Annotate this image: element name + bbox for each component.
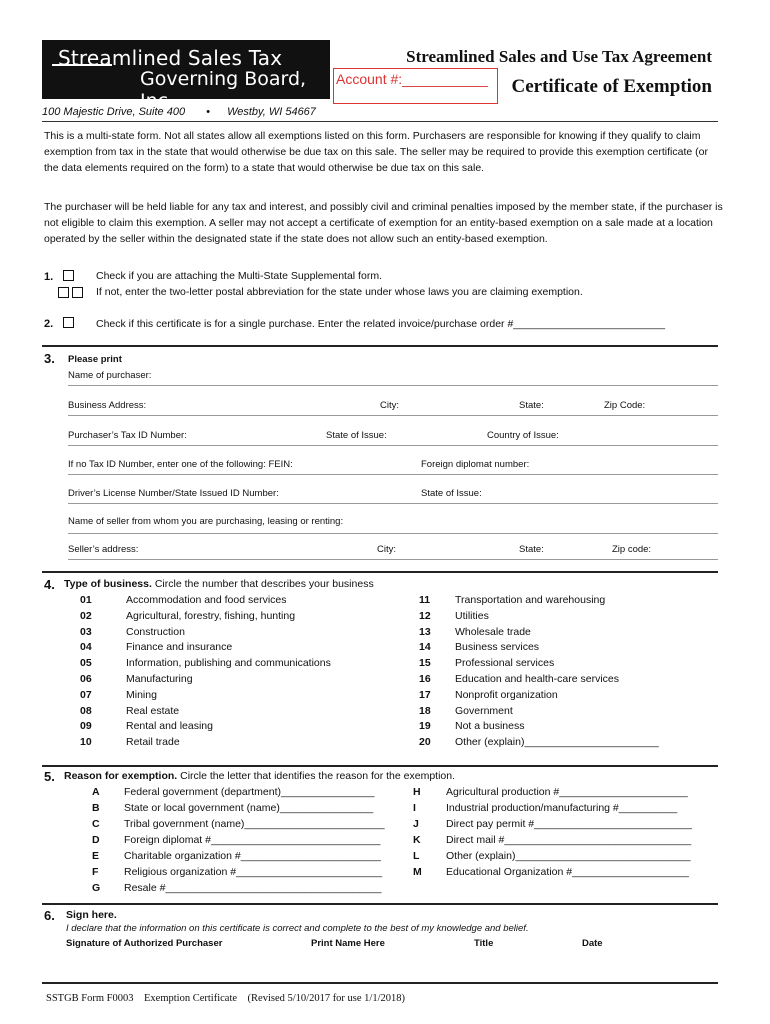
section-1-line1: Check if you are attaching the Multi-State Supplemental form. (96, 270, 382, 282)
business-type-code[interactable]: 12 (419, 609, 431, 622)
exemption-reason-code[interactable]: C (92, 818, 100, 830)
exemption-reason-label: Direct pay permit #___________________________ (446, 818, 692, 830)
business-type-label: Wholesale trade (455, 625, 531, 638)
business-type-code[interactable]: 20 (419, 736, 431, 749)
business-type-label: Mining (126, 688, 157, 701)
exemption-reason-label: Resale #_____________________________________ (124, 882, 382, 894)
business-type-code[interactable]: 03 (80, 625, 92, 638)
business-type-label: Business services (455, 641, 540, 654)
signature-label: Signature of Authorized Purchaser (66, 938, 223, 949)
exemption-reason-code[interactable]: K (413, 834, 421, 846)
business-type-label: Other (explain)_______________________ (455, 736, 659, 749)
section-5-desc: Circle the letter that identifies the reason for the exemption. (177, 770, 456, 782)
date-label: Date (582, 938, 603, 949)
business-type-code[interactable]: 11 (419, 594, 431, 606)
exemption-reason-code[interactable]: E (92, 850, 100, 862)
business-type-code[interactable]: 05 (80, 657, 92, 670)
intro-paragraph-2: The purchaser will be held liable for any tax and interest, and possibly civil and criminal penalties imposed by the member state, if the purchaser is not eligible to claim this exemption. A seller may not accept a certificate of exemption for an entity-based exemption on a sale made at a location operated by the seller within the designated state if the state does not allow such an entity-based exemption. (44, 201, 723, 245)
exemption-reason-label: State or local government (name)________________ (124, 802, 374, 814)
exemption-reason-code[interactable]: J (413, 818, 419, 830)
business-type-label: Information, publishing and communications (126, 657, 331, 670)
section-3-number: 3. (44, 351, 55, 366)
purchaser-name-label: Name of purchaser: (68, 370, 152, 381)
dl-state-of-issue-label: State of Issue: (421, 488, 482, 499)
business-type-label: Retail trade (126, 736, 180, 749)
exemption-reason-code[interactable]: L (413, 850, 420, 862)
business-type-code[interactable]: 06 (80, 673, 92, 685)
fein-line[interactable] (68, 474, 718, 475)
business-type-label: Education and health-care services (455, 673, 620, 685)
account-number-field[interactable]: Account #:___________ (333, 68, 498, 104)
business-type-code[interactable]: 08 (80, 704, 92, 717)
seller-name-label: Name of seller from whom you are purchasing, leasing or renting: (68, 516, 344, 527)
business-type-code[interactable]: 14 (419, 641, 431, 654)
no-tax-id-label: If no Tax ID Number, enter one of the following: FEIN: (68, 459, 293, 470)
state-label: State: (519, 400, 544, 411)
drivers-license-line[interactable] (68, 503, 718, 504)
city-address: Westby, WI 54667 (227, 106, 316, 118)
business-type-code[interactable]: 15 (419, 657, 431, 670)
section-rule-6 (42, 903, 718, 905)
tax-id-label: Purchaser’s Tax ID Number: (68, 430, 187, 441)
footer-text: SSTGB Form F0003 Exemption Certificate (Revised 5/10/2017 for use 1/1/2018) (46, 993, 406, 1004)
exemption-reason-code[interactable]: I (413, 802, 416, 814)
foreign-diplomat-label: Foreign diplomat number: (421, 459, 530, 470)
seller-address-label: Seller’s address: (68, 544, 139, 555)
purchaser-name-line[interactable] (68, 385, 718, 386)
exemption-reason-label: Other (explain)______________________________ (446, 850, 691, 862)
business-type-code[interactable]: 07 (80, 688, 92, 701)
business-type-label: Rental and leasing (126, 720, 213, 733)
seller-state-label: State: (519, 544, 544, 555)
business-type-code[interactable]: 18 (419, 704, 431, 717)
section-rule-3 (42, 345, 718, 347)
section-rule-4 (42, 571, 718, 573)
business-type-label: Agricultural, forestry, fishing, hunting (126, 609, 296, 622)
section-2-line: Check if this certificate is for a single purchase. Enter the related invoice/purchase order #__________________________ (96, 318, 666, 330)
business-type-label: Construction (126, 625, 185, 638)
section-4-number: 4. (44, 577, 55, 592)
supplemental-checkbox[interactable] (63, 270, 74, 281)
section-1-number: 1. (44, 271, 54, 283)
header-rule (42, 121, 718, 122)
state-abbrev-box-2[interactable] (72, 287, 83, 298)
exemption-reason-code[interactable]: F (92, 866, 99, 878)
drivers-license-label: Driver’s License Number/State Issued ID Number: (68, 488, 279, 499)
exemption-reason-label: Charitable organization #________________________ (124, 850, 381, 862)
print-name-label: Print Name Here (311, 938, 385, 949)
country-of-issue-label: Country of Issue: (487, 430, 559, 441)
exemption-reason-label: Tribal government (name)________________________ (124, 818, 385, 830)
exemption-reason-label: Agricultural production #______________________ (446, 786, 688, 798)
seller-city-label: City: (377, 544, 396, 555)
logo-line1: Streamlined Sales Tax (58, 46, 283, 70)
exemption-reason-code[interactable]: A (92, 786, 100, 798)
footer-rule (42, 982, 718, 984)
exemption-reason-code[interactable]: M (413, 866, 422, 878)
logo-line2: Governing Board, Inc. (140, 68, 307, 112)
section-rule-5 (42, 765, 718, 767)
intro-paragraph-1: This is a multi-state form. Not all states allow all exemptions listed on this form. Purchasers are responsible for knowing if they qualify to claim exemption from tax in the state that would otherwise be due tax on this sale. The seller may be required to provide this exemption certificate (or the data elements required on the form) to a state that would otherwise be due tax on this sale. (44, 130, 708, 174)
business-type-code[interactable]: 04 (80, 641, 92, 654)
business-type-label: Accommodation and food services (126, 594, 287, 606)
seller-name-line[interactable] (68, 533, 718, 534)
exemption-reason-label: Federal government (department)________________ (124, 786, 375, 798)
section-2-number: 2. (44, 318, 54, 330)
seller-zip-label: Zip code: (612, 544, 652, 555)
state-abbrev-box-1[interactable] (58, 287, 69, 298)
section-5-heading (64, 770, 455, 782)
business-type-label: Manufacturing (126, 673, 193, 685)
exemption-reason-label: Direct mail #________________________________ (446, 834, 692, 846)
address-line (42, 106, 316, 118)
exemption-reason-code[interactable]: B (92, 802, 100, 814)
please-print: Please print (68, 354, 122, 365)
section-4-title: Type of business. (64, 578, 152, 590)
business-type-label: Not a business (455, 720, 525, 733)
form-title: Streamlined Sales and Use Tax Agreement (406, 47, 712, 66)
business-type-code[interactable]: 13 (419, 625, 431, 638)
business-address-label: Business Address: (68, 400, 147, 411)
business-type-label: Professional services (455, 657, 555, 670)
bullet: • (206, 106, 210, 118)
business-type-label: Nonprofit organization (455, 688, 558, 701)
business-address-line[interactable] (68, 415, 718, 416)
street-address: 100 Majestic Drive, Suite 400 (42, 106, 186, 118)
exemption-reason-label: Educational Organization #____________________ (446, 866, 689, 878)
business-type-label: Transportation and warehousing (455, 594, 606, 606)
exemption-reason-label: Religious organization #_________________________ (124, 866, 383, 878)
exemption-reason-label: Industrial production/manufacturing #__________ (446, 802, 678, 814)
exemption-reason-code[interactable]: D (92, 834, 100, 846)
title-label: Title (474, 938, 494, 949)
section-4-desc: Circle the number that describes your business (151, 578, 374, 590)
declaration-text: I declare that the information on this certificate is correct and complete to the best of my knowledge and belief. (66, 923, 529, 934)
section-6-title: Sign here. (66, 909, 117, 921)
business-type-code[interactable]: 17 (419, 688, 431, 701)
business-type-code[interactable]: 19 (419, 720, 431, 733)
section-6-number: 6. (44, 908, 55, 923)
section-5-title: Reason for exemption. (64, 770, 178, 782)
section-5-number: 5. (44, 769, 55, 784)
business-type-label: Utilities (455, 609, 489, 622)
city-label: City: (380, 400, 399, 411)
business-type-code[interactable]: 10 (80, 736, 92, 749)
business-type-code[interactable]: 02 (80, 609, 92, 622)
tax-id-line[interactable] (68, 445, 718, 446)
zip-label: Zip Code: (604, 400, 646, 411)
seller-address-line[interactable] (68, 559, 718, 560)
business-type-code[interactable]: 09 (80, 720, 92, 733)
section-1-line2: If not, enter the two-letter postal abbreviation for the state under whose laws you are claiming exemption. (96, 286, 583, 298)
state-of-issue-label: State of Issue: (326, 430, 387, 441)
business-type-code[interactable]: 01 (80, 594, 92, 606)
business-type-label: Government (455, 704, 513, 717)
form-subtitle: Certificate of Exemption (511, 76, 712, 97)
business-type-label: Finance and insurance (126, 641, 233, 654)
business-type-code[interactable]: 16 (419, 673, 431, 685)
exemption-reason-code[interactable]: H (413, 786, 421, 798)
business-type-label: Real estate (126, 704, 180, 717)
exemption-reason-label: Foreign diplomat #_____________________________ (124, 834, 381, 846)
single-purchase-checkbox[interactable] (63, 317, 74, 328)
exemption-reason-code[interactable]: G (92, 882, 101, 894)
section-4-heading (64, 578, 374, 590)
